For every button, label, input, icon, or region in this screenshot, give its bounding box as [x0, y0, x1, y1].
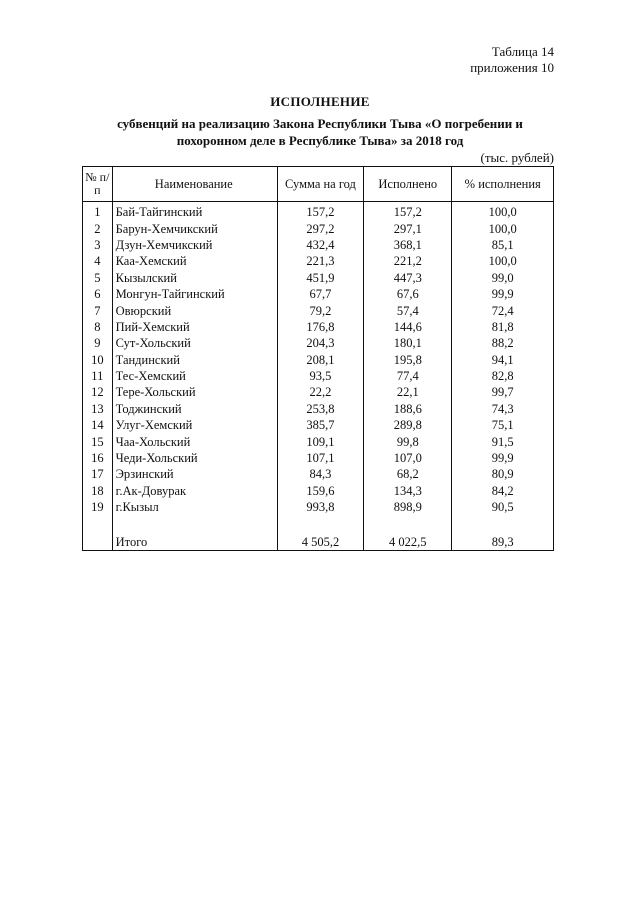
district-name: Чаа-Хольский	[112, 433, 277, 449]
table-row	[83, 433, 554, 449]
table-row	[83, 335, 554, 351]
row-num: 15	[83, 433, 113, 449]
executed-amount: 188,6	[364, 401, 452, 417]
district-name: Тоджинский	[112, 401, 277, 417]
total-plan: 4 505,2	[277, 533, 363, 551]
row-num: 2	[83, 220, 113, 236]
table-body	[83, 202, 554, 551]
district-name: Барун-Хемчикский	[112, 220, 277, 236]
annual-amount: 385,7	[277, 417, 363, 433]
executed-amount: 297,1	[364, 220, 452, 236]
executed-amount: 144,6	[364, 319, 452, 335]
table-row	[83, 368, 554, 384]
executed-amount: 107,0	[364, 450, 452, 466]
annual-amount: 107,1	[277, 450, 363, 466]
executed-amount: 221,2	[364, 253, 452, 269]
execution-percent: 99,0	[452, 270, 554, 286]
header-num: № п/п	[83, 167, 113, 202]
execution-percent: 91,5	[452, 433, 554, 449]
executed-amount: 134,3	[364, 483, 452, 499]
header-percent: % исполнения	[452, 167, 554, 202]
execution-percent: 99,9	[452, 450, 554, 466]
table-row	[83, 483, 554, 499]
table-row	[83, 466, 554, 482]
total-executed: 4 022,5	[364, 533, 452, 551]
executed-amount: 195,8	[364, 352, 452, 368]
row-num: 13	[83, 401, 113, 417]
row-num: 7	[83, 302, 113, 318]
row-num: 8	[83, 319, 113, 335]
header-name: Наименование	[112, 167, 277, 202]
table-row	[83, 352, 554, 368]
row-num: 16	[83, 450, 113, 466]
annual-amount: 109,1	[277, 433, 363, 449]
header-executed: Исполнено	[364, 167, 452, 202]
document-title: ИСПОЛНЕНИЕ	[270, 94, 370, 109]
execution-percent: 88,2	[452, 335, 554, 351]
annual-amount: 84,3	[277, 466, 363, 482]
row-num: 4	[83, 253, 113, 269]
table-row	[83, 302, 554, 318]
table-row	[83, 401, 554, 417]
executed-amount: 77,4	[364, 368, 452, 384]
row-num: 19	[83, 499, 113, 515]
execution-percent: 84,2	[452, 483, 554, 499]
executed-amount: 368,1	[364, 237, 452, 253]
annual-amount: 79,2	[277, 302, 363, 318]
district-name: Эрзинский	[112, 466, 277, 482]
annual-amount: 451,9	[277, 270, 363, 286]
execution-percent: 100,0	[452, 202, 554, 221]
execution-percent: 100,0	[452, 253, 554, 269]
annual-amount: 208,1	[277, 352, 363, 368]
district-name: Пий-Хемский	[112, 319, 277, 335]
annual-amount: 253,8	[277, 401, 363, 417]
executed-amount: 99,8	[364, 433, 452, 449]
district-name: Чеди-Хольский	[112, 450, 277, 466]
document-subtitle: субвенций на реализацию Закона Республики Тыва «О погребении и похоронном деле в Республике Тыва» за 2018 год	[117, 116, 523, 148]
table-row	[83, 270, 554, 286]
row-num: 14	[83, 417, 113, 433]
district-name: Улуг-Хемский	[112, 417, 277, 433]
execution-percent: 72,4	[452, 302, 554, 318]
annual-amount: 297,2	[277, 220, 363, 236]
district-name: Овюрский	[112, 302, 277, 318]
district-name: Кызылский	[112, 270, 277, 286]
executed-amount: 67,6	[364, 286, 452, 302]
table-reference: Таблица 14	[491, 44, 554, 59]
executed-amount: 57,4	[364, 302, 452, 318]
table-row	[83, 286, 554, 302]
district-name: г.Ак-Довурак	[112, 483, 277, 499]
execution-percent: 75,1	[452, 417, 554, 433]
table-row	[83, 384, 554, 400]
annual-amount: 176,8	[277, 319, 363, 335]
executed-amount: 447,3	[364, 270, 452, 286]
execution-table	[82, 166, 554, 551]
row-num: 12	[83, 384, 113, 400]
executed-amount: 289,8	[364, 417, 452, 433]
annual-amount: 93,5	[277, 368, 363, 384]
execution-percent: 99,7	[452, 384, 554, 400]
total-label: Итого	[112, 533, 277, 551]
district-name: г.Кызыл	[112, 499, 277, 515]
annual-amount: 159,6	[277, 483, 363, 499]
appendix-reference: приложения 10	[470, 60, 554, 75]
annual-amount: 22,2	[277, 384, 363, 400]
table-row	[83, 202, 554, 221]
row-num: 18	[83, 483, 113, 499]
district-name: Бай-Тайгинский	[112, 202, 277, 221]
executed-amount: 898,9	[364, 499, 452, 515]
annual-amount: 432,4	[277, 237, 363, 253]
execution-percent: 90,5	[452, 499, 554, 515]
total-row	[83, 533, 554, 551]
row-num: 9	[83, 335, 113, 351]
district-name: Дзун-Хемчикский	[112, 237, 277, 253]
annual-amount: 993,8	[277, 499, 363, 515]
executed-amount: 157,2	[364, 202, 452, 221]
table-row	[83, 319, 554, 335]
annual-amount: 67,7	[277, 286, 363, 302]
district-name: Тандинский	[112, 352, 277, 368]
table-row	[83, 237, 554, 253]
district-name: Тере-Хольский	[112, 384, 277, 400]
spacer-row	[83, 515, 554, 533]
table-row	[83, 499, 554, 515]
executed-amount: 68,2	[364, 466, 452, 482]
total-num-cell	[83, 533, 113, 551]
execution-percent: 85,1	[452, 237, 554, 253]
annual-amount: 157,2	[277, 202, 363, 221]
execution-percent: 94,1	[452, 352, 554, 368]
table-row	[83, 220, 554, 236]
executed-amount: 22,1	[364, 384, 452, 400]
execution-percent: 82,8	[452, 368, 554, 384]
table-row	[83, 253, 554, 269]
units-note: (тыс. рублей)	[480, 150, 554, 165]
annual-amount: 221,3	[277, 253, 363, 269]
district-name: Монгун-Тайгинский	[112, 286, 277, 302]
row-num: 3	[83, 237, 113, 253]
row-num: 1	[83, 202, 113, 221]
table-row	[83, 450, 554, 466]
execution-percent: 81,8	[452, 319, 554, 335]
executed-amount: 180,1	[364, 335, 452, 351]
row-num: 11	[83, 368, 113, 384]
table-row	[83, 417, 554, 433]
row-num: 6	[83, 286, 113, 302]
district-name: Сут-Хольский	[112, 335, 277, 351]
row-num: 17	[83, 466, 113, 482]
annual-amount: 204,3	[277, 335, 363, 351]
district-name: Каа-Хемский	[112, 253, 277, 269]
district-name: Тес-Хемский	[112, 368, 277, 384]
total-percent: 89,3	[452, 533, 554, 551]
execution-percent: 80,9	[452, 466, 554, 482]
row-num: 10	[83, 352, 113, 368]
table-header-row	[83, 167, 554, 202]
execution-percent: 74,3	[452, 401, 554, 417]
execution-percent: 100,0	[452, 220, 554, 236]
execution-percent: 99,9	[452, 286, 554, 302]
row-num: 5	[83, 270, 113, 286]
header-plan: Сумма на год	[277, 167, 363, 202]
